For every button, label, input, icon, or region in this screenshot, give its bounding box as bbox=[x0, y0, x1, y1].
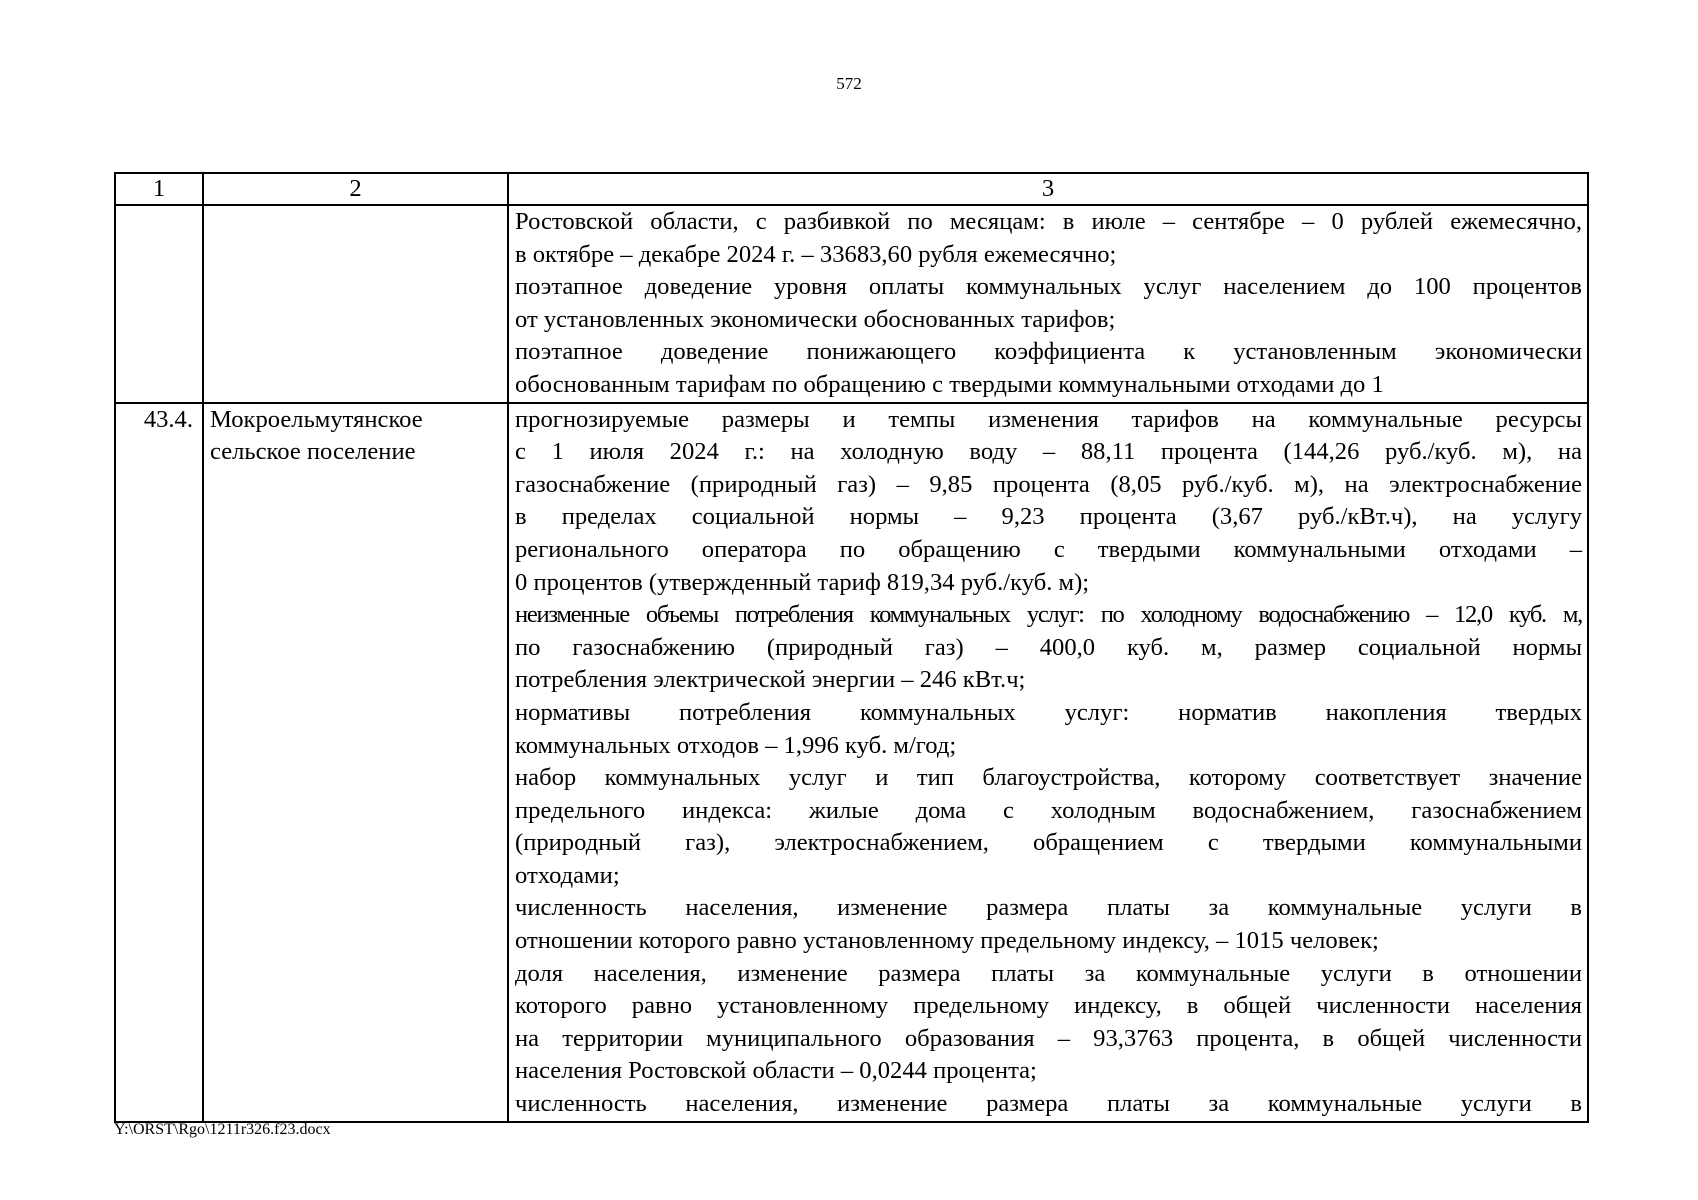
table-header-row bbox=[115, 173, 1588, 205]
text-line: набор коммунальных услуг и тип благоустройства, которому соответствует значение bbox=[515, 764, 1582, 792]
text-line: 0 процентов (утвержденный тариф 819,34 руб./куб. м); bbox=[515, 568, 1090, 596]
row-number: 43.4. bbox=[115, 403, 203, 1122]
column-header-3: 3 bbox=[508, 173, 1588, 205]
text-line: потребления электрической энергии – 246 кВт.ч; bbox=[515, 666, 1026, 694]
tariff-table bbox=[114, 172, 1589, 1123]
settlement-name-line: сельское поселение bbox=[210, 438, 416, 466]
settlement-name-cell bbox=[203, 403, 508, 1122]
column-header-2: 2 bbox=[203, 173, 508, 205]
text-line: на территории муниципального образования – 93,3763 процента, в общей численности bbox=[515, 1024, 1582, 1052]
text-line: обоснованным тарифам по обращению с твердыми коммунальными отходами до 1 bbox=[515, 370, 1384, 398]
footer-file-path: Y:\ORST\Rgo\1211r326.f23.docx bbox=[114, 1121, 331, 1138]
text-line: поэтапное доведение уровня оплаты коммунальных услуг населением до 100 процентов bbox=[515, 273, 1582, 301]
text-line: численность населения, изменение размера платы за коммунальные услуги в bbox=[515, 1090, 1582, 1118]
text-line: прогнозируемые размеры и темпы изменения тарифов на коммунальные ресурсы bbox=[515, 405, 1582, 433]
text-line: в октябре – декабре 2024 г. – 33683,60 рубля ежемесячно; bbox=[515, 240, 1117, 268]
text-line: отходами; bbox=[515, 861, 620, 889]
text-line: поэтапное доведение понижающего коэффициента к установленным экономически bbox=[515, 338, 1582, 366]
row-number-cell-empty bbox=[115, 205, 203, 403]
continuation-text-cell bbox=[508, 205, 1588, 403]
column-header-1: 1 bbox=[115, 173, 203, 205]
row-description-cell bbox=[508, 403, 1588, 1122]
text-line: доля населения, изменение размера платы за коммунальные услуги в отношении bbox=[515, 959, 1582, 987]
text-line: регионального оператора по обращению с твердыми коммунальными отходами – bbox=[515, 535, 1582, 563]
settlement-name-line: Мокроельмутянское bbox=[210, 405, 423, 433]
row-name-cell-empty bbox=[203, 205, 508, 403]
text-line: по газоснабжению (природный газ) – 400,0 куб. м, размер социальной нормы bbox=[515, 633, 1582, 661]
page-number: 572 bbox=[836, 74, 862, 93]
text-line: от установленных экономически обоснованных тарифов; bbox=[515, 305, 1116, 333]
text-line: газоснабжение (природный газ) – 9,85 процента (8,05 руб./куб. м), на электроснабжение bbox=[515, 470, 1582, 498]
table-row bbox=[115, 403, 1588, 1122]
text-line: предельного индекса: жилые дома с холодным водоснабжением, газоснабжением bbox=[515, 796, 1582, 824]
text-line: численность населения, изменение размера платы за коммунальные услуги в bbox=[515, 894, 1582, 922]
text-line: в пределах социальной нормы – 9,23 процента (3,67 руб./кВт.ч), на услугу bbox=[515, 503, 1582, 531]
text-line: Ростовской области, с разбивкой по месяцам: в июле – сентябре – 0 рублей ежемесячно, bbox=[515, 208, 1582, 235]
text-line: коммунальных отходов – 1,996 куб. м/год; bbox=[515, 731, 957, 759]
text-line: (природный газ), электроснабжением, обращением с твердыми коммунальными bbox=[515, 829, 1582, 857]
text-line: с 1 июля 2024 г.: на холодную воду – 88,11 процента (144,26 руб./куб. м), на bbox=[515, 438, 1582, 466]
text-line: неизменные объемы потребления коммунальных услуг: по холодному водоснабжению – 12,0 куб. м, bbox=[515, 601, 1582, 629]
text-line: отношении которого равно установленному предельному индексу, – 1015 человек; bbox=[515, 927, 1379, 955]
text-line: нормативы потребления коммунальных услуг: норматив накопления твердых bbox=[515, 698, 1582, 726]
text-line: которого равно установленному предельному индексу, в общей численности населения bbox=[515, 992, 1582, 1020]
text-line: населения Ростовской области – 0,0244 процента; bbox=[515, 1057, 1037, 1085]
table-row-continuation bbox=[115, 205, 1588, 403]
